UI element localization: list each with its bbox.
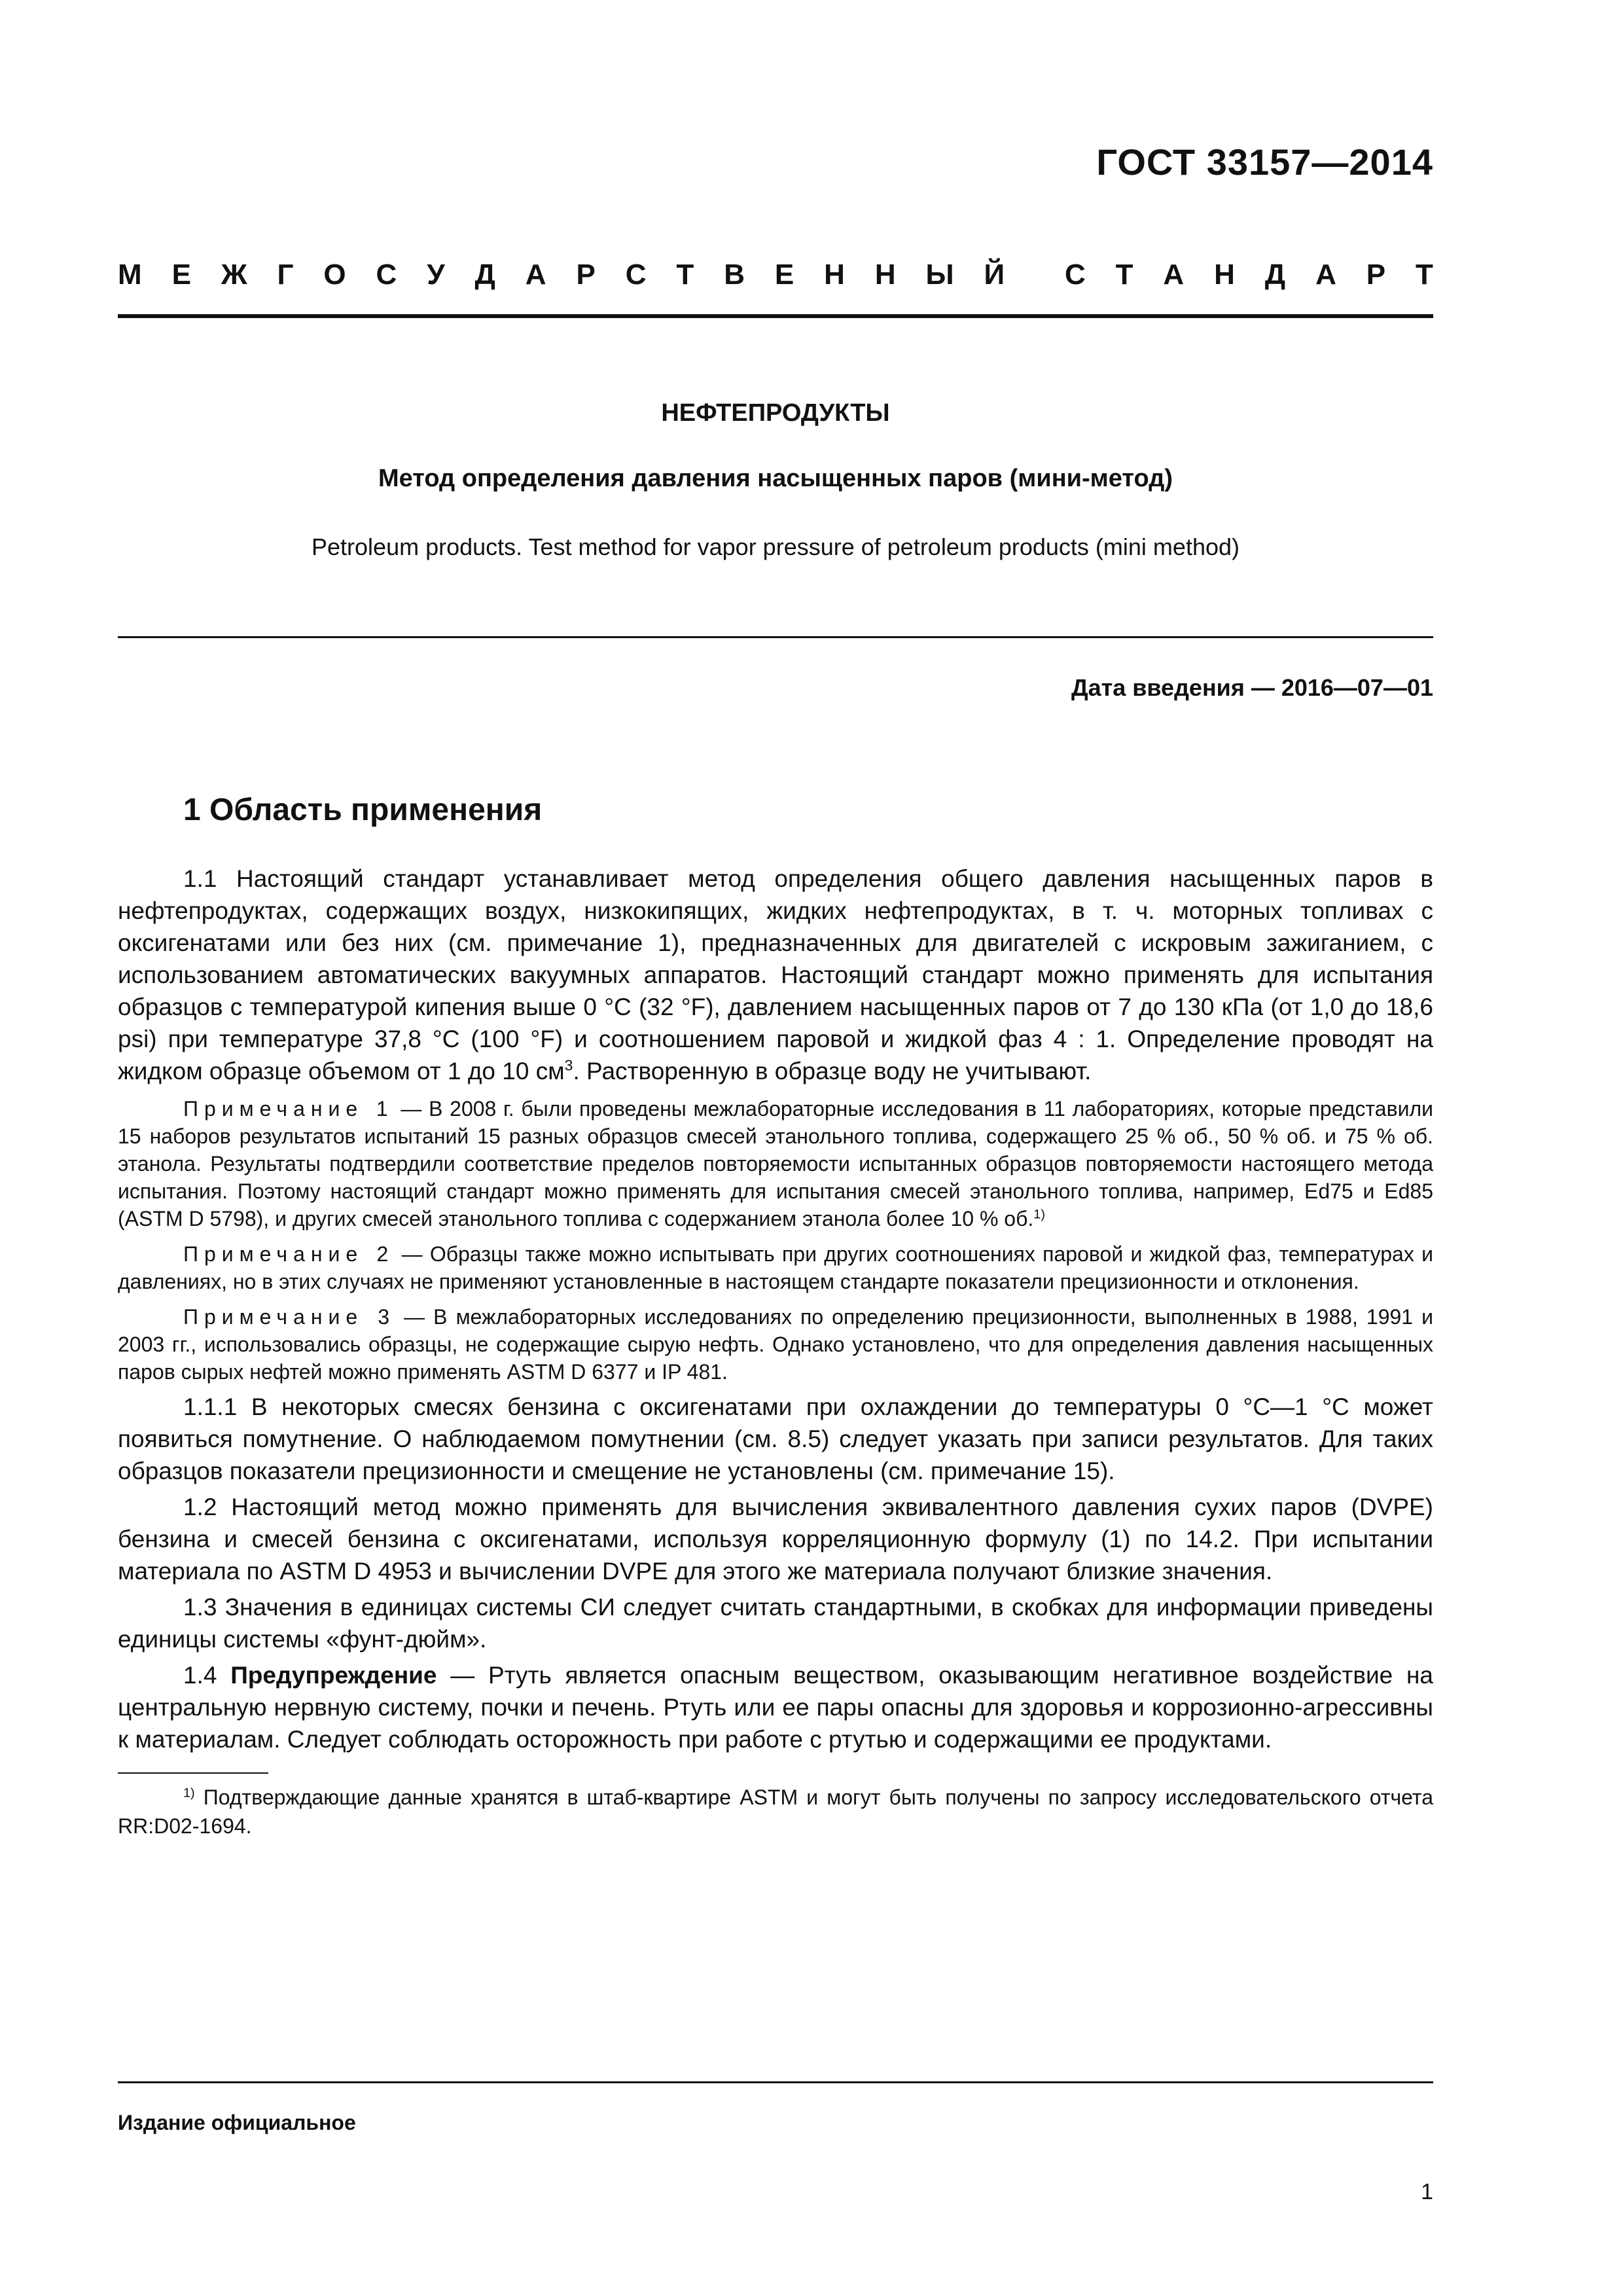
paragraph-1-3: 1.3 Значения в единицах системы СИ следует считать стандартными, в скобках для информации приведены единицы системы «фунт-дюйм».	[118, 1594, 1433, 1653]
note-label: Примечание 3	[183, 1305, 396, 1329]
standard-type-letter: Г	[277, 259, 294, 291]
note-text: — В 2008 г. были проведены межлабораторные исследования в 11 лабораториях, которые представили 15 наборов результатов испытаний 15 разных образцов смесей этанольного топлива, содержащего 25 % об., 50 % об. и 75 % об. этанола. Результаты подтвердили соответствие пределов повторяемости испытанных образцов повторяемости настоящего метода испытания. Поэтому настоящий стандарт можно применять для испытания смесей этанольного топлива, например, Ed75 и Ed85 (ASTM D 5798), и других смесей этанольного топлива с содержанием этанола более 10 % об.	[118, 1097, 1434, 1230]
footnote-text: Подтверждающие данные хранятся в штаб-квартире ASTM и могут быть получены по запросу исследовательского отчета RR:D02-1694.	[118, 1785, 1433, 1838]
english-title: Petroleum products. Test method for vapor pressure of petroleum products (mini method)	[312, 533, 1240, 560]
standard-type-letter: Н	[874, 259, 896, 291]
document-body	[118, 863, 1433, 1840]
standard-type-letter: О	[323, 259, 346, 291]
superscript: 3	[564, 1056, 573, 1074]
paragraph-text: 1.1 Настоящий стандарт устанавливает метод определения общего давления насыщенных паров в нефтепродуктах, содержащих воздух, низкокипящих, жидких нефтепродуктах, в т. ч. моторных топливах с оксигенатами или без них (см. примечание 1), предназначенных для двигателей с искровым зажиганием, с использованием автоматических вакуумных аппаратов. Настоящий стандарт можно применять для испытания образцов с температурой кипения выше 0 °С (32 °F), давлением насыщенных паров от 7 до 130 кПа (от 1,0 до 18,6 psi) при температуре 37,8 °С (100 °F) и соотношением паровой и жидкой фаз 4 : 1. Определение проводят на жидком образце объемом от 1 до 10 см	[118, 865, 1433, 1085]
title-divider	[118, 636, 1433, 638]
footer-divider	[118, 2081, 1433, 2083]
standard-type-letter: Е	[774, 259, 794, 291]
standard-type-letter: С	[625, 259, 647, 291]
standard-type-letter: В	[724, 259, 745, 291]
standard-type-letter: Д	[474, 259, 495, 291]
paragraph-1-2: 1.2 Настоящий метод можно применять для вычисления эквивалентного давления сухих паров (DVPE) бензина и смесей бензина с оксигенатами, используя корреляционную формулу (1) по 14.2. При испытании материала по ASTM D 4953 и вычислении DVPE для этого же материала получают близкие значения.	[118, 1494, 1433, 1585]
footnote	[118, 1783, 1433, 1840]
document-subtitle: Метод определения давления насыщенных паров (мини-метод)	[378, 465, 1173, 492]
document-title: НЕФТЕПРОДУКТЫ	[661, 399, 890, 427]
note-text: — Образцы также можно испытывать при других соотношениях паровой и жидкой фаз, температурах и давлениях, но в этих случаях не применяют установленные в настоящем стандарте показатели прецизионности и отклонения.	[118, 1242, 1434, 1293]
page-number: 1	[1421, 2179, 1433, 2204]
standard-type-letter: Р	[1366, 259, 1386, 291]
footnote-divider	[118, 1772, 268, 1774]
standard-type-letter: Т	[676, 259, 694, 291]
standard-type-letter: Т	[1416, 259, 1433, 291]
footnote-reference: 1)	[1033, 1207, 1045, 1222]
footnote-marker: 1)	[183, 1785, 195, 1801]
standard-type-letter: Е	[171, 259, 191, 291]
paragraph-1-1-1: 1.1.1 В некоторых смесях бензина с оксигенатами при охлаждении до температуры 0 °С—1 °С может появиться помутнение. О наблюдаемом помутнении (см. 8.5) следует указать при записи результатов. Для таких образцов показатели прецизионности и смещение не установлены (см. примечание 15).	[118, 1393, 1433, 1484]
standard-type-letter: А	[1163, 259, 1185, 291]
paragraph-text: — Ртуть является опасным веществом, оказывающим негативное воздействие на центральную нервную систему, почки и печень. Ртуть или ее пары опасны для здоровья и коррозионно-агрессивны к материалам. Следует соблюдать осторожность при работе с ртутью и содержащими ее продуктами.	[118, 1662, 1433, 1753]
warning-label: Предупреждение	[230, 1662, 437, 1689]
standard-type-letter: А	[525, 259, 546, 291]
standard-type-letter: Ы	[925, 259, 954, 291]
standard-type-letter: Р	[576, 259, 596, 291]
standard-type-letter: С	[1064, 259, 1086, 291]
document-number: ГОСТ 33157—2014	[1096, 141, 1433, 183]
introduction-date: Дата введения — 2016—07—01	[1071, 674, 1433, 701]
note-label: Примечание 1	[183, 1097, 394, 1121]
paragraph-1-1	[118, 863, 1433, 1087]
paragraph-text: . Растворенную в образце воду не учитывают.	[573, 1058, 1092, 1085]
note-text: — В межлабораторных исследованиях по определению прецизионности, выполненных в 1988, 1991 и 2003 гг., использовались образцы, не содержащие сырую нефть. Однако установлено, что для определения давления насыщенных паров сырых нефтей можно применять ASTM D 6377 и IP 481.	[118, 1305, 1434, 1384]
standard-type-letter: У	[427, 259, 445, 291]
edition-label: Издание официальное	[118, 2111, 356, 2134]
standard-type-letter: М	[118, 259, 142, 291]
standard-type-letter: Т	[1115, 259, 1133, 291]
paragraph-1-4	[118, 1659, 1433, 1755]
note-label: Примечание 2	[183, 1242, 395, 1266]
standard-type-letter: Н	[1214, 259, 1235, 291]
note-1	[118, 1095, 1433, 1232]
header-divider	[118, 314, 1433, 318]
standard-type-letter: А	[1315, 259, 1336, 291]
note-2	[118, 1240, 1433, 1295]
standard-type-letter: Д	[1264, 259, 1286, 291]
standard-type-letter: С	[376, 259, 397, 291]
standard-type-heading	[118, 259, 1433, 291]
standard-type-letter: Н	[824, 259, 845, 291]
section-heading: 1 Область применения	[183, 793, 543, 827]
paragraph-number: 1.4	[183, 1662, 231, 1689]
standard-type-letter: Ж	[221, 259, 247, 291]
standard-type-letter: Й	[984, 259, 1005, 291]
note-3	[118, 1303, 1433, 1386]
